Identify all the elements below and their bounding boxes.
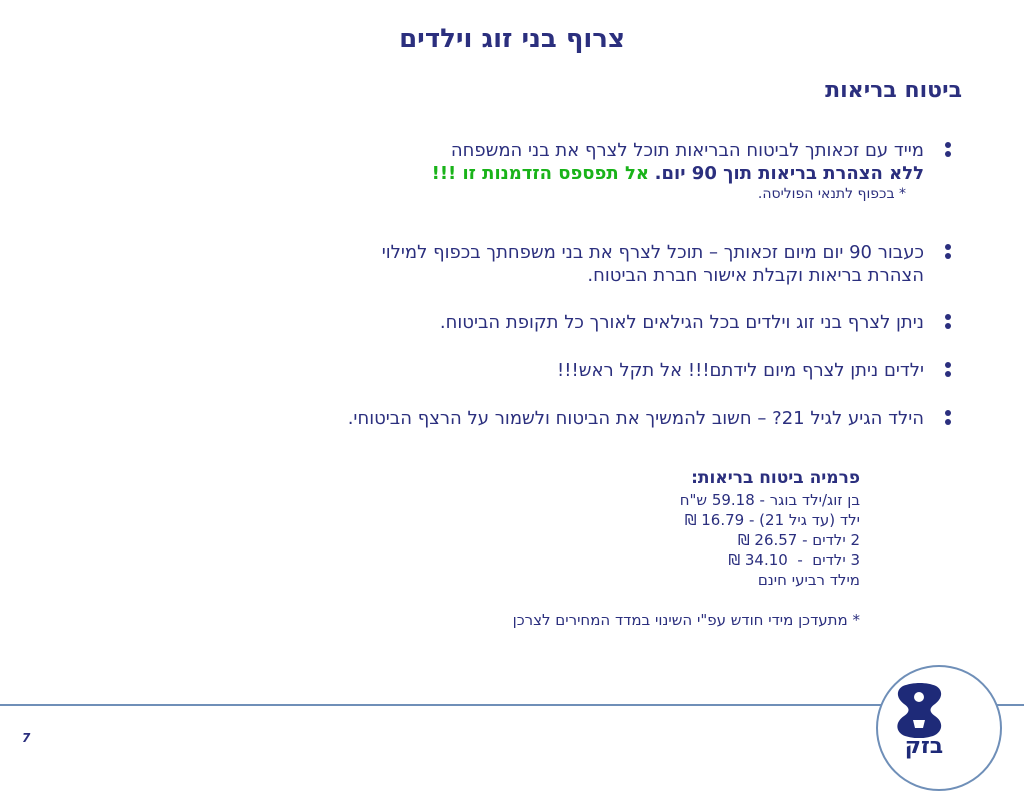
premium-line: 3 ילדים - 34.10 ₪ (728, 551, 860, 569)
bullet-text-emphasis (212, 162, 924, 185)
bullet-icon (944, 244, 952, 260)
premium-title: פרמיה ביטוח בריאות: (691, 468, 860, 488)
bullet-text: הצהרת בריאות וקבלת אישור חברת הביטוח. (587, 265, 924, 286)
bullet-item (212, 139, 952, 241)
bullet-text: ילדים ניתן לצרף מיום לידתם!!! אל תקל ראש!!! (557, 360, 924, 381)
premium-line: בן זוג/ילד בוגר - 59.18 ש"ח (679, 491, 860, 509)
bullet-item (212, 241, 952, 311)
footer-divider (0, 704, 1024, 706)
bezeq-logo-icon (889, 682, 951, 738)
bullet-icon (944, 410, 952, 426)
premium-line: 2 ילדים - 26.57 ₪ (737, 531, 860, 549)
section-heading: ביטוח בריאות (825, 78, 962, 103)
bullet-item (212, 407, 952, 430)
logo-text: בזק (904, 734, 944, 759)
bullet-icon (944, 314, 952, 330)
bullet-icon (944, 362, 952, 378)
premium-box (513, 468, 860, 630)
page-number: 7 (22, 731, 31, 745)
bullet-text: מייד עם זכאותך לביטוח הבריאות תוכל לצרף את בני המשפחה (450, 140, 924, 161)
bullet-highlight-text: אל תפספס הזדמנות זו !!! (431, 163, 649, 184)
premium-footnote: * מתעדכן מידי חודש עפ"י השינוי במדד המחירים לצרכן (512, 611, 860, 629)
bullet-text: כעבור 90 יום מיום זכאותך – תוכל לצרף את בני משפחתך בכפוף למילוי (381, 242, 924, 263)
bullet-text: ניתן לצרף בני זוג וילדים בכל הגילאים לאורך כל תקופת הביטוח. (439, 312, 924, 333)
bullet-bold-text: ללא הצהרת בריאות תוך 90 יום. (654, 163, 924, 184)
bullet-list (212, 139, 952, 430)
bullet-text: הילד הגיע לגיל 21? – חשוב להמשיך את הביטוח ולשמור על הרצף הביטוחי. (347, 408, 924, 429)
slide-title: צרוף בני זוג וילדים (399, 24, 625, 54)
bullet-item (212, 311, 952, 359)
bullet-icon (944, 142, 952, 158)
premium-line: ילד (עד גיל 21) - 16.79 ₪ (684, 511, 860, 529)
bullet-footnote: * בכפוף לתנאי הפוליסה. (757, 186, 906, 202)
premium-line: מילד רביעי חינם (757, 571, 860, 589)
bullet-item (212, 359, 952, 407)
